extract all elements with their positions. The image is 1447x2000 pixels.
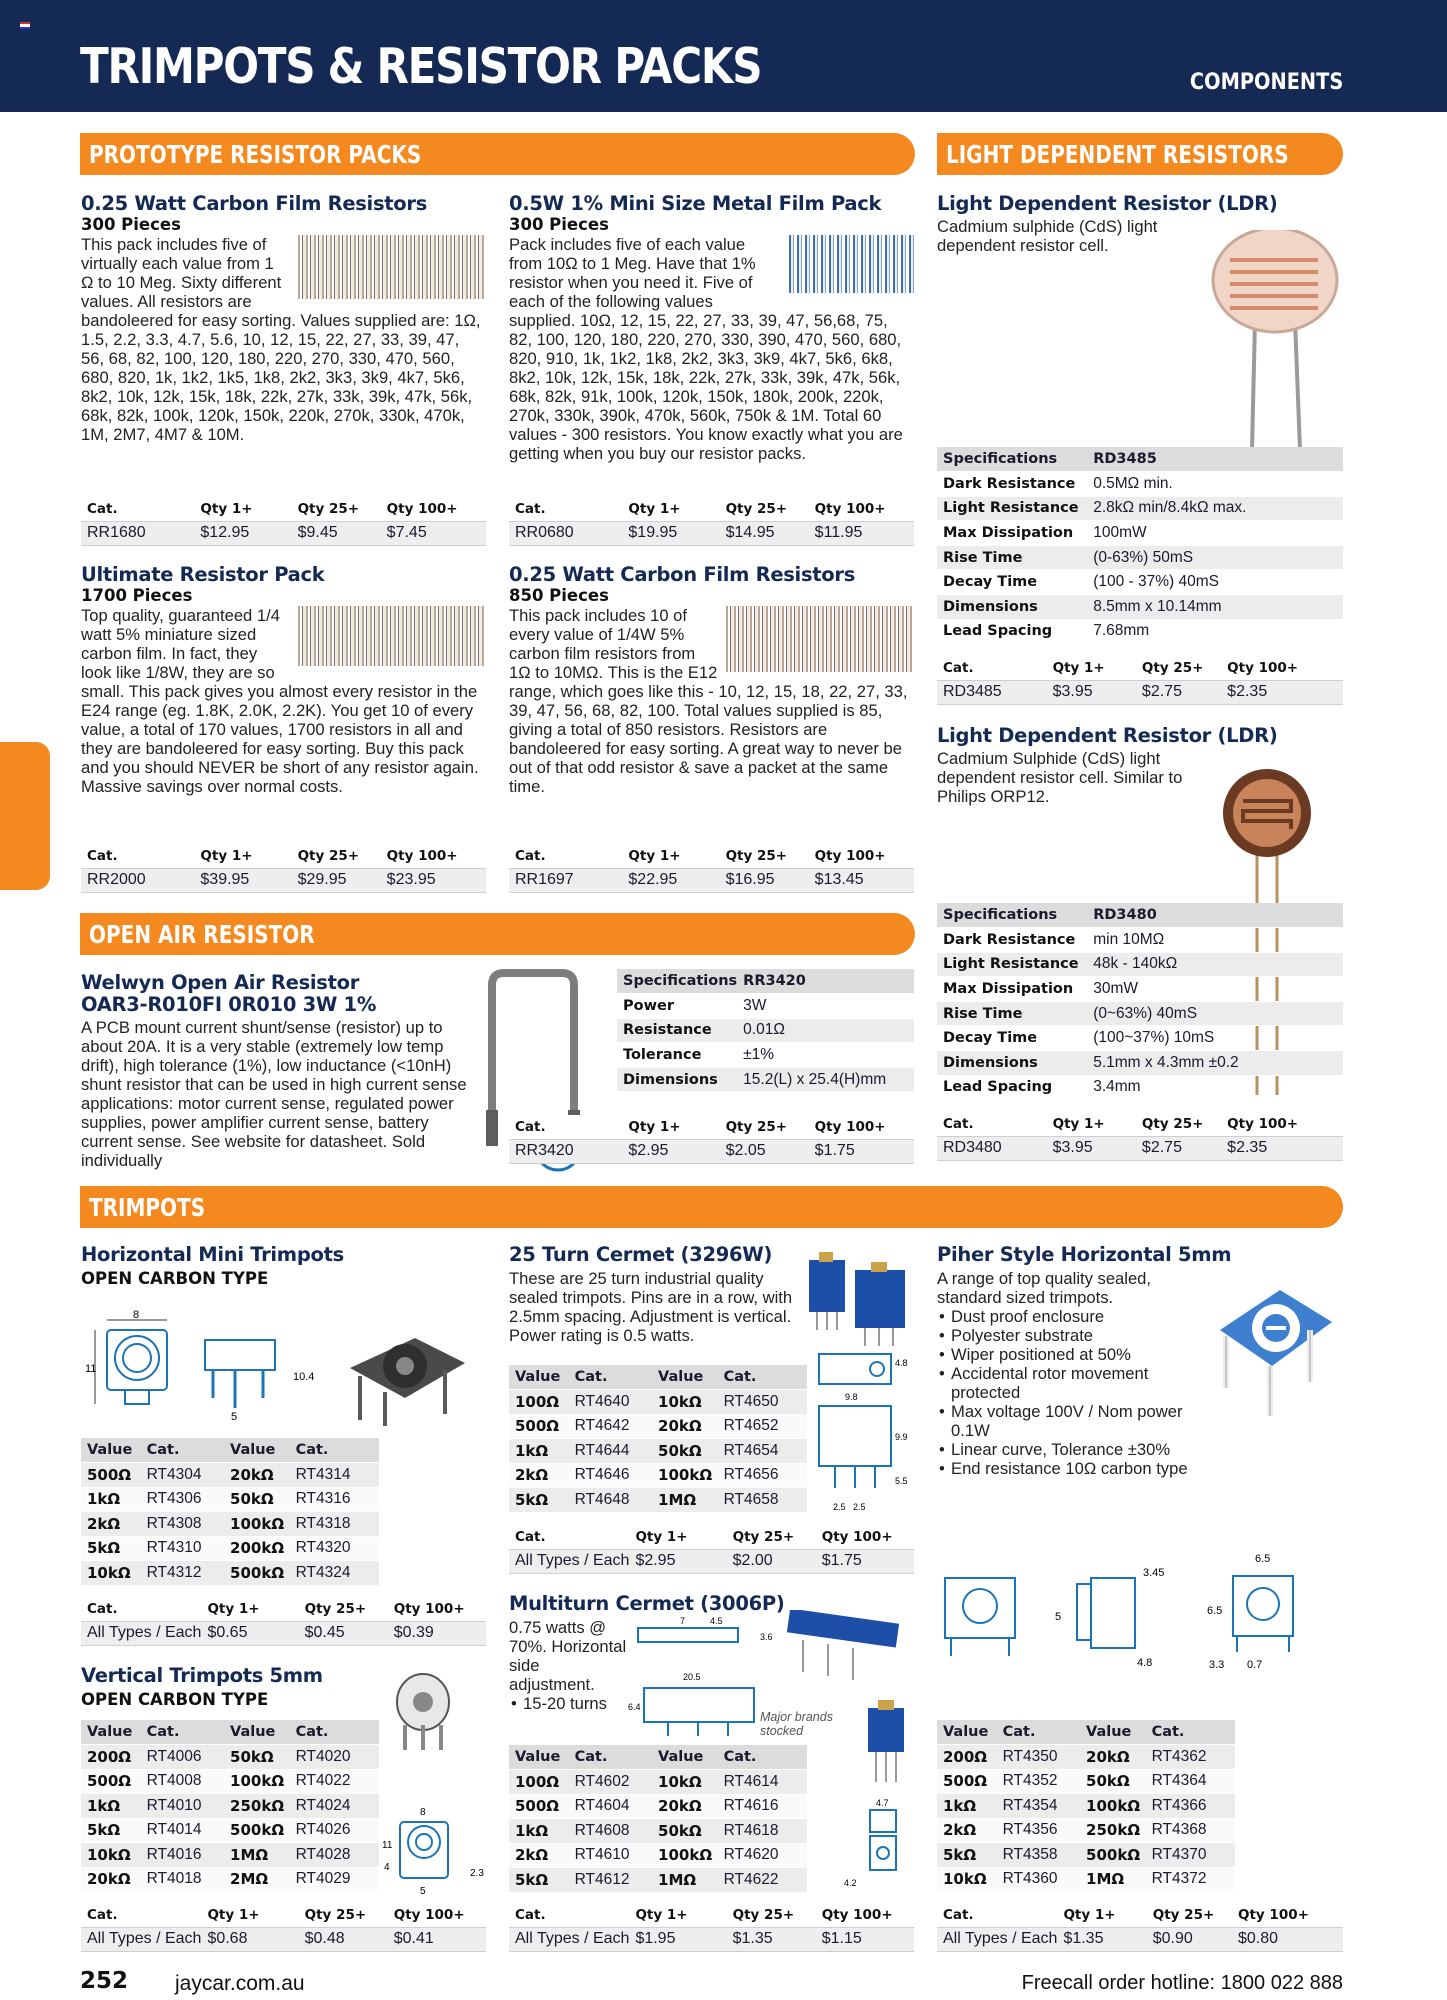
price-table-rr1680: Cat. Qty 1+ Qty 25+ Qty 100+ RR1680 $12.95 $9.45 $7.45 [81,497,486,546]
product-description: Pack includes five of each value from 10Ω to 1 Meg. Have that 1% resistor when you need it. Five of each of the following values supplied. 10Ω, 12, 15, 22, 27, 33, 39, 47, 56,68, 75, 82, 100, 120, 180, 220, 270, 330, 390, 470, 560, 680, 820, 910, 1k, 1k2, 1k8, 2k2, 3k3, 3k9, 4k7, 5k6, 6k8, 8k2, 10k, 12k, 15k, 18k, 22k, 27k, 33k, 39k, 47k, 56k, 68k, 82k, 91k, 100k, 120k, 150k, 180k, 200k, 220k, 270k, 330k, 390k, 470k, 560k, 750k & 1M. Total 60 values - 300 resistors. You know exactly what you are getting when you buy our resistor packs. [509,235,903,463]
price-table-3296w: Cat. Qty 1+ Qty 25+ Qty 100+ All Types / Each $2.95 $2.00 $1.75 [509,1525,914,1574]
svg-text:4.2: 4.2 [844,1878,857,1888]
svg-text:4: 4 [384,1862,390,1873]
value-table-vertical: Value Cat. Value Cat. 200Ω RT4006 50kΩ RT4020 500Ω RT4008 100kΩ RT4022 1kΩ RT4010 250kΩ RT4024 5kΩ RT4014 500kΩ RT4026 10kΩ RT4016 1MΩ RT4028 20kΩ RT4018 2MΩ RT4029 [81,1720,379,1892]
product-description: These are 25 turn industrial quality sealed trimpots. Pins are in a row, with 2.5mm spacing. Adjustment is vertical. Power rating is 0.5 watts. [509,1269,793,1345]
page-number: 252 [80,1968,129,1994]
resistor-pack-image [789,235,914,293]
website-link[interactable]: jaycar.com.au [175,1972,305,1995]
price-table-rd3485: Cat. Qty 1+ Qty 25+ Qty 100+ RD3485 $3.95 $2.75 $2.35 [937,656,1343,705]
brand-note: Major brands stocked [760,1710,833,1738]
product-title: Ultimate Resistor Pack [81,563,325,586]
page-title: TRIMPOTS & RESISTOR PACKS [80,38,762,95]
product-subtitle: OPEN CARBON TYPE [81,1690,269,1709]
resistor-pack-image [726,606,914,672]
price-table-3006p: Cat. Qty 1+ Qty 25+ Qty 100+ All Types / Each $1.95 $1.35 $1.15 [509,1903,914,1952]
svg-text:20.5: 20.5 [683,1672,701,1682]
product-subtitle: 300 Pieces [81,215,181,234]
price-table-rr3420: Cat. Qty 1+ Qty 25+ Qty 100+ RR3420 $2.95 $2.05 $1.75 [509,1115,914,1164]
product-piher [937,1243,1232,1478]
price-table-rr2000: Cat. Qty 1+ Qty 25+ Qty 100+ RR2000 $39.95 $29.95 $23.95 [81,844,486,893]
cermet-3296w-diagram [805,1248,917,1528]
product-description: This pack includes 10 of every value of 1/4W 5% carbon film resistors from 1Ω to 10MΩ. This is the E12 range, which goes like this - 10, 12, 15, 18, 22, 27, 33, 39, 47, 56, 68, 82, 100. Total values supplied is 85, giving a total of 850 resistors. Resistors are bandoleered for easy sorting. A great way to never be out of that odd resistor & save a packet at the same time. [509,606,908,796]
product-description: A PCB mount current shunt/sense (resistor) up to about 20A. It is a very stable (extremely low temp drift), high tolerance (1%), low inductance (<10nH) shunt resistor that can be used in high current sense applications: motor current sense, regulated power supplies, power amplifier current sense, battery current sense. See website for datasheet. Sold individually [81,1018,467,1170]
product-description: 0.75 watts @ 70%. Horizontal side adjustment. [509,1618,627,1694]
product-subtitle: 1700 Pieces [81,586,193,605]
piher-trimpot-image [1200,1270,1340,1430]
product-horizontal-mini [81,1244,411,1289]
section-open-air: OPEN AIR RESISTOR [80,913,915,955]
price-table-rd3480: Cat. Qty 1+ Qty 25+ Qty 100+ RD3480 $3.95 $2.75 $2.35 [937,1112,1343,1161]
section-ldr: LIGHT DEPENDENT RESISTORS [937,133,1343,175]
svg-text:9.8: 9.8 [845,1392,858,1402]
product-rr1697 [509,564,914,796]
flag-icon [20,22,30,29]
feature-item: • Dust proof enclosure [937,1307,1197,1326]
svg-text:9.9: 9.9 [895,1432,908,1442]
product-title: Piher Style Horizontal 5mm [937,1243,1232,1266]
svg-text:8: 8 [133,1309,140,1321]
value-table-3006p: Value Cat. Value Cat. 100Ω RT4602 10kΩ RT4614 500Ω RT4604 20kΩ RT4616 1kΩ RT4608 50kΩ RT4618 2kΩ RT4610 100kΩ RT4620 5kΩ RT4612 1MΩ RT4622 [509,1745,807,1893]
svg-text:4.7: 4.7 [876,1798,889,1808]
svg-text:4.8: 4.8 [1137,1657,1153,1669]
svg-text:6.5: 6.5 [1207,1605,1223,1617]
ldr-rd3485-image [1200,230,1350,450]
section-proto: PROTOTYPE RESISTOR PACKS [80,133,915,175]
product-title: 0.25 Watt Carbon Film Resistors [81,192,427,215]
price-table-piher: Cat. Qty 1+ Qty 25+ Qty 100+ All Types / Each $1.35 $0.90 $0.80 [937,1903,1343,1952]
horizontal-trimpot-diagram [85,1308,475,1433]
spec-table-rr3420: Specifications RR3420 Power 3W Resistance 0.01Ω Tolerance ±1% Dimensions 15.2(L) x 25.4(H)mm [617,969,914,1092]
section-trimpots: TRIMPOTS [80,1186,1343,1228]
page-category: COMPONENTS [1189,70,1343,95]
product-title: 25 Turn Cermet (3296W) [509,1243,773,1266]
product-rd3480 [937,724,1278,806]
price-table-vertical: Cat. Qty 1+ Qty 25+ Qty 100+ All Types / Each $0.68 $0.48 $0.41 [81,1903,486,1952]
product-rr3420 [81,972,473,1170]
product-vertical-trimpots [81,1665,401,1710]
svg-text:11: 11 [85,1363,97,1375]
svg-text:7: 7 [680,1616,686,1626]
piher-dimension-diagram [937,1548,1317,1673]
feature-item: • End resistance 10Ω carbon type [937,1459,1197,1478]
svg-text:8: 8 [420,1807,426,1818]
value-table-piher: Value Cat. Value Cat. 200Ω RT4350 20kΩ RT4362 500Ω RT4352 50kΩ RT4364 1kΩ RT4354 100kΩ RT4366 2kΩ RT4356 250kΩ RT4368 5kΩ RT4358 500kΩ RT4370 10kΩ RT4360 1MΩ RT4372 [937,1720,1235,1892]
product-rd3485 [937,192,1278,255]
product-rr0680 [509,193,914,463]
svg-text:0.7: 0.7 [1247,1659,1263,1671]
svg-text:5: 5 [231,1411,238,1423]
resistor-pack-image [298,606,486,666]
svg-text:3.45: 3.45 [1143,1567,1165,1579]
product-subtitle: 850 Pieces [509,586,609,605]
product-rr1680 [81,193,486,444]
product-description: Cadmium Sulphide (CdS) light dependent resistor cell. Similar to Philips ORP12. [937,749,1183,806]
product-description: Top quality, guaranteed 1/4 watt 5% miniature sized carbon film. In fact, they look like 1/8W, they are so small. This pack gives you almost every resistor in the E24 range (eg. 1.8K, 2.0K, 2.2K). You get 10 of every value, a total of 170 values, 1700 resistors in all and they are bandoleered for easy sorting. Buy this pack and you should NEVER be short of any resistor again. Massive savings over normal costs. [81,606,479,796]
feature-list: • 15-20 turns [509,1694,629,1713]
feature-item: • Accidental rotor movement protected [937,1364,1197,1402]
feature-item: • Polyester substrate [937,1326,1197,1345]
product-title: Vertical Trimpots 5mm [81,1664,323,1687]
product-title-part: OAR3-R010FI 0R010 3W 1% [81,993,377,1016]
product-title: 0.25 Watt Carbon Film Resistors [509,563,855,586]
feature-item: • Linear curve, Tolerance ±30% [937,1440,1197,1459]
product-description: Cadmium sulphide (CdS) light dependent resistor cell. [937,217,1158,255]
svg-text:4.8: 4.8 [895,1358,908,1368]
price-table-rr1697: Cat. Qty 1+ Qty 25+ Qty 100+ RR1697 $22.95 $16.95 $13.45 [509,844,914,893]
hotline: Freecall order hotline: 1800 022 888 [1021,1972,1343,1994]
svg-text:6.5: 6.5 [1255,1553,1271,1565]
svg-text:5.5: 5.5 [895,1476,908,1486]
svg-text:11: 11 [382,1840,393,1851]
vertical-trimpot-diagram [380,1670,490,1900]
spec-table-rd3485: Specifications RD3485 Dark Resistance 0.5MΩ min. Light Resistance 2.8kΩ min/8.4kΩ max. Max Dissipation 100mW Rise Time (0-63%) 50mS Decay Time (100 - 37%) 40mS Dimensions 8.5mm x 10.14mm Lead Spacing 7.68mm [937,447,1343,644]
header-bar [0,0,1447,112]
feature-item: • Wiper positioned at 50% [937,1345,1197,1364]
product-cermet-3296w [509,1244,794,1345]
resistor-pack-image [298,235,486,299]
product-title: 0.5W 1% Mini Size Metal Film Pack [509,192,882,215]
svg-text:2.5: 2.5 [853,1502,866,1512]
svg-text:2.3: 2.3 [470,1868,484,1879]
svg-text:3.6: 3.6 [760,1632,773,1642]
svg-text:5: 5 [420,1886,426,1897]
price-table-horizontal-mini: Cat. Qty 1+ Qty 25+ Qty 100+ All Types / Each $0.65 $0.45 $0.39 [81,1597,486,1646]
product-description: This pack includes five of virtually each value from 1 Ω to 10 Meg. Sixty different values. All resistors are bandoleered for easy sorting. Values supplied are: 1Ω, 1.5, 2.2, 3.3, 4.7, 5.6, 10, 12, 15, 22, 27, 33, 39, 47, 56, 68, 82, 100, 120, 180, 220, 270, 330, 470, 560, 680, 820, 1k, 1k2, 1k5, 1k8, 2k2, 3k3, 3k9, 4k7, 5k6, 8k2, 10k, 12k, 15k, 18k, 22k, 27k, 33k, 39k, 47k, 56k, 68k, 82k, 100k, 120k, 150k, 220k, 270k, 330k, 470k, 1M, 2M7, 4M7 & 10M. [81,235,481,444]
value-table-horizontal-mini: Value Cat. Value Cat. 500Ω RT4304 20kΩ RT4314 1kΩ RT4306 50kΩ RT4316 2kΩ RT4308 100kΩ RT4318 5kΩ RT4310 200kΩ RT4320 10kΩ RT4312 500kΩ RT4324 [81,1438,379,1586]
feature-list [937,1307,1197,1478]
product-subtitle: OPEN CARBON TYPE [81,1269,269,1288]
product-rr2000 [81,564,486,796]
svg-text:10.4: 10.4 [293,1371,315,1383]
value-table-3296w: Value Cat. Value Cat. 100Ω RT4640 10kΩ RT4650 500Ω RT4642 20kΩ RT4652 1kΩ RT4644 50kΩ RT4654 2kΩ RT4646 100kΩ RT4656 5kΩ RT4648 1MΩ RT4658 [509,1365,807,1513]
product-title: Multiturn Cermet (3006P) [509,1592,785,1615]
product-subtitle: 300 Pieces [509,215,609,234]
spec-table-rd3480: Specifications RD3480 Dark Resistance min 10MΩ Light Resistance 48k - 140kΩ Max Dissipation 30mW Rise Time (0~63%) 40mS Decay Time (100~37%) 10mS Dimensions 5.1mm x 4.3mm ±0.2 Lead Spacing 3.4mm [937,903,1343,1100]
product-description: A range of top quality sealed, standard sized trimpots. [937,1269,1152,1307]
svg-text:2.5: 2.5 [833,1502,846,1512]
svg-text:6.4: 6.4 [628,1702,641,1712]
svg-text:3.3: 3.3 [1209,1659,1225,1671]
product-title: Welwyn Open Air Resistor [81,971,360,994]
svg-text:5: 5 [1055,1611,1062,1623]
product-title: Horizontal Mini Trimpots [81,1243,344,1266]
svg-text:4.5: 4.5 [710,1616,723,1626]
side-tab [0,742,50,890]
product-title: Light Dependent Resistor (LDR) [937,192,1278,215]
product-title: Light Dependent Resistor (LDR) [937,724,1278,747]
price-table-rr0680: Cat. Qty 1+ Qty 25+ Qty 100+ RR0680 $19.95 $14.95 $11.95 [509,497,914,546]
feature-item: • Max voltage 100V / Nom power 0.1W [937,1402,1197,1440]
